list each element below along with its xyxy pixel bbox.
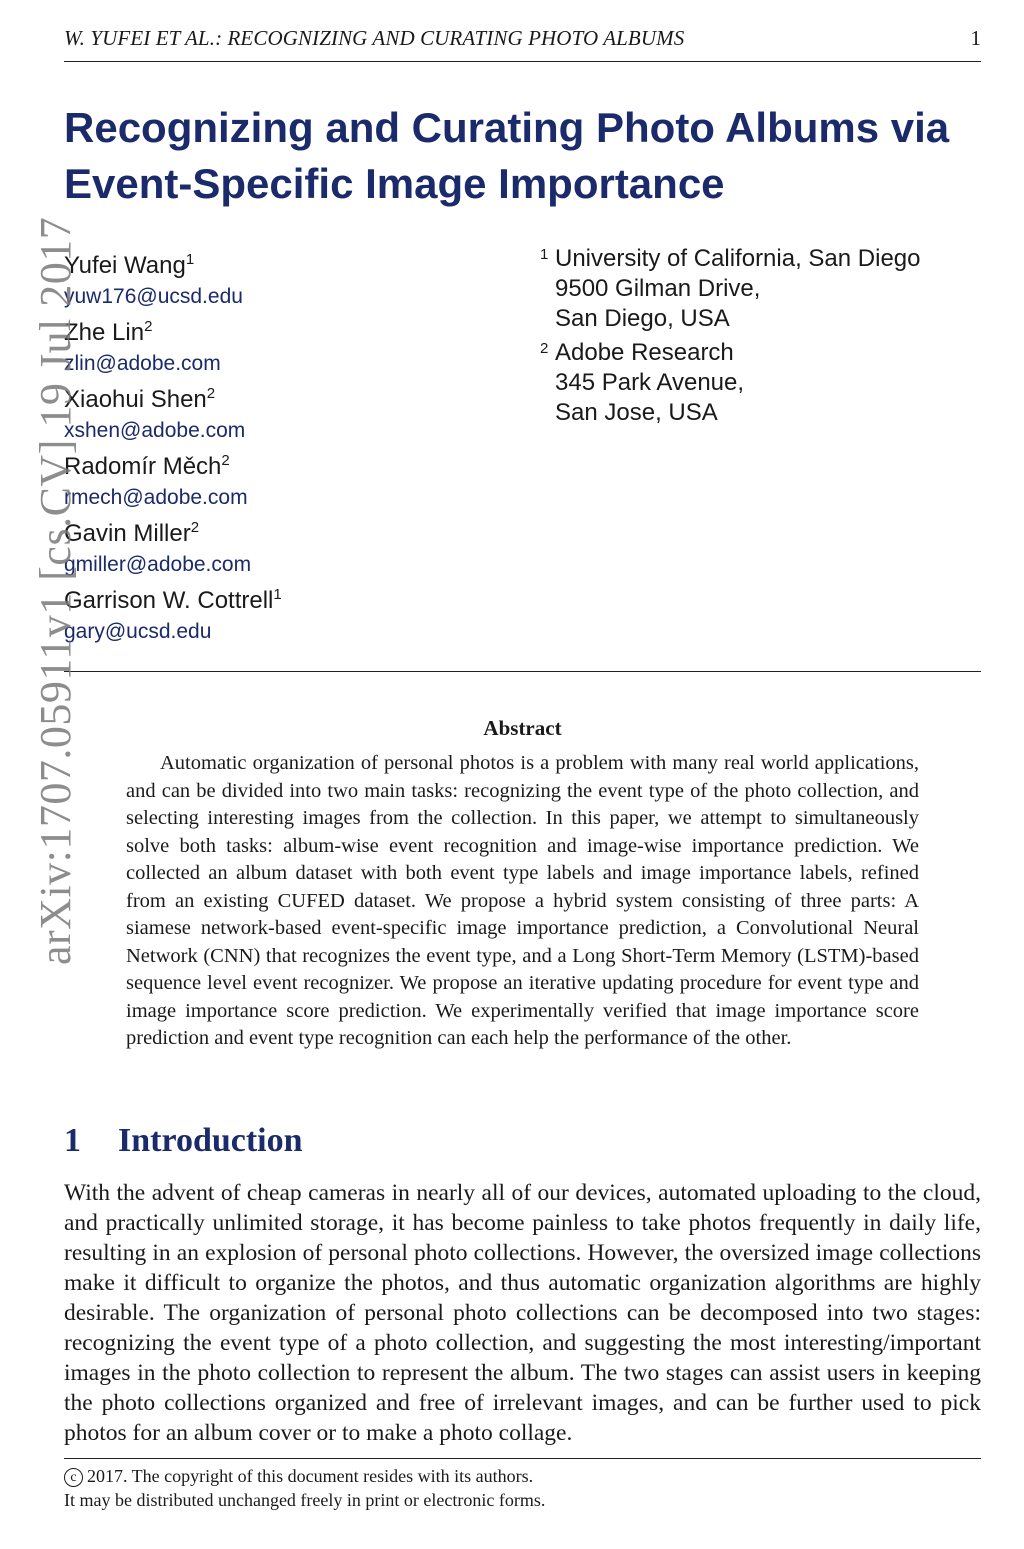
author-email-link[interactable]: gary@ucsd.edu: [64, 620, 212, 643]
affiliation-block: [540, 244, 980, 334]
abstract-text: Automatic organization of personal photos is a problem with many real world applications, and can be divided into two main tasks: recognizing the event type of the photo collection, and selecting interesting images from the collection. In this paper, we attempt to simultaneously solve both tasks: album-wise event recognition and image-wise importance prediction. We collected an album dataset with both event type labels and image importance labels, refined from an existing CUFED dataset. We propose a hybrid system consisting of three parts: A siamese network-based event-specific image importance prediction, a Convolutional Neural Network (CNN) that recognizes the event type, and a Long Short-Term Memory (LSTM)-based sequence level event recognizer. We propose an iterative updating procedure for event type and image importance score prediction. We experimentally verified that image importance score prediction and event type recognition can each help the performance of the other.: [126, 752, 919, 1049]
affiliation-marker: 2: [190, 519, 200, 536]
paper-title: Recognizing and Curating Photo Albums via Event-Specific Image Importance: [64, 104, 950, 207]
section-number: 1: [64, 1122, 81, 1159]
author-block: [64, 244, 504, 311]
distribution-line: It may be distributed unchanged freely in print or electronic forms.: [64, 1490, 546, 1510]
author-block: [64, 378, 504, 445]
affiliation-marker: 2: [144, 318, 153, 335]
affiliation-marker: 1: [185, 251, 195, 268]
affiliation-marker: 1: [540, 246, 549, 263]
author-name: Yufei Wang$^1$: [64, 251, 195, 279]
running-header: [64, 26, 981, 62]
footnote-divider: [64, 1458, 981, 1459]
affiliation-institution: Adobe Research: [555, 339, 734, 366]
author-block: [64, 512, 504, 579]
affiliation-marker: 2: [540, 340, 549, 357]
author-name: Garrison W. Cottrell$^1$: [64, 586, 282, 614]
author-email-link[interactable]: gmiller@adobe.com: [64, 553, 252, 576]
affiliation-list: [540, 244, 980, 432]
author-name: Zhe Lin$^2$: [64, 318, 153, 346]
affiliation-street: 345 Park Avenue,: [555, 369, 745, 396]
affiliation-city: San Jose, USA: [555, 399, 718, 426]
author-email-link[interactable]: yuw176@ucsd.edu: [64, 285, 243, 308]
page-number: 1: [970, 26, 981, 50]
abstract-heading: Abstract: [483, 716, 562, 740]
author-block: [64, 311, 504, 378]
affiliation-institution: University of California, San Diego: [555, 245, 921, 272]
section-title: Introduction: [118, 1122, 303, 1159]
introduction-text: With the advent of cheap cameras in nearly all of our devices, automated uploading to the cloud, and practically unlimited storage, it has become painless to take photos frequently in daily life, resulting in an explosion of personal photo collections. However, the oversized image collections make it difficult to organize the photos, and thus automatic organization algorithms are highly desirable. The organization of personal photo collections can be decomposed into two stages: recognizing the event type of a photo collection, and suggesting the most interesting/important images in the photo collection to represent the album. The two stages can assist users in keeping the photo collections organized and free of irrelevant images, and can be further used to pick photos for an album cover or to make a photo collage.: [64, 1180, 981, 1446]
affiliation-block: [540, 338, 980, 428]
running-title: W. YUFEI ET AL.: RECOGNIZING AND CURATING PHOTO ALBUMS: [64, 26, 685, 50]
author-email-link[interactable]: xshen@adobe.com: [64, 419, 246, 442]
author-block: [64, 445, 504, 512]
section-heading-introduction: [64, 1122, 303, 1160]
author-email-link[interactable]: zlin@adobe.com: [64, 352, 221, 375]
copyright-line: c 2017. The copyright of this document resides with its authors.: [64, 1464, 981, 1488]
author-email-link[interactable]: rmech@adobe.com: [64, 486, 248, 509]
affiliation-marker: 2: [221, 452, 230, 469]
author-block: [64, 579, 504, 646]
author-name: Gavin Miller$^2$: [64, 519, 200, 547]
copyright-icon: c: [64, 1468, 83, 1487]
arxiv-stamp: arXiv:1707.05911v1 [cs.CV] 19 Jul 2017: [31, 216, 80, 965]
author-list: [64, 244, 504, 646]
copyright-footnote: [64, 1464, 981, 1512]
affiliation-street: 9500 Gilman Drive,: [555, 275, 761, 302]
affiliation-city: San Diego, USA: [555, 305, 730, 332]
affiliation-marker: 2: [206, 385, 216, 402]
affiliation-marker: 1: [273, 586, 282, 603]
author-name: Radomír Měch$^2$: [64, 452, 230, 480]
author-name: Xiaohui Shen$^2$: [64, 385, 216, 413]
title-block-divider: [64, 671, 981, 672]
